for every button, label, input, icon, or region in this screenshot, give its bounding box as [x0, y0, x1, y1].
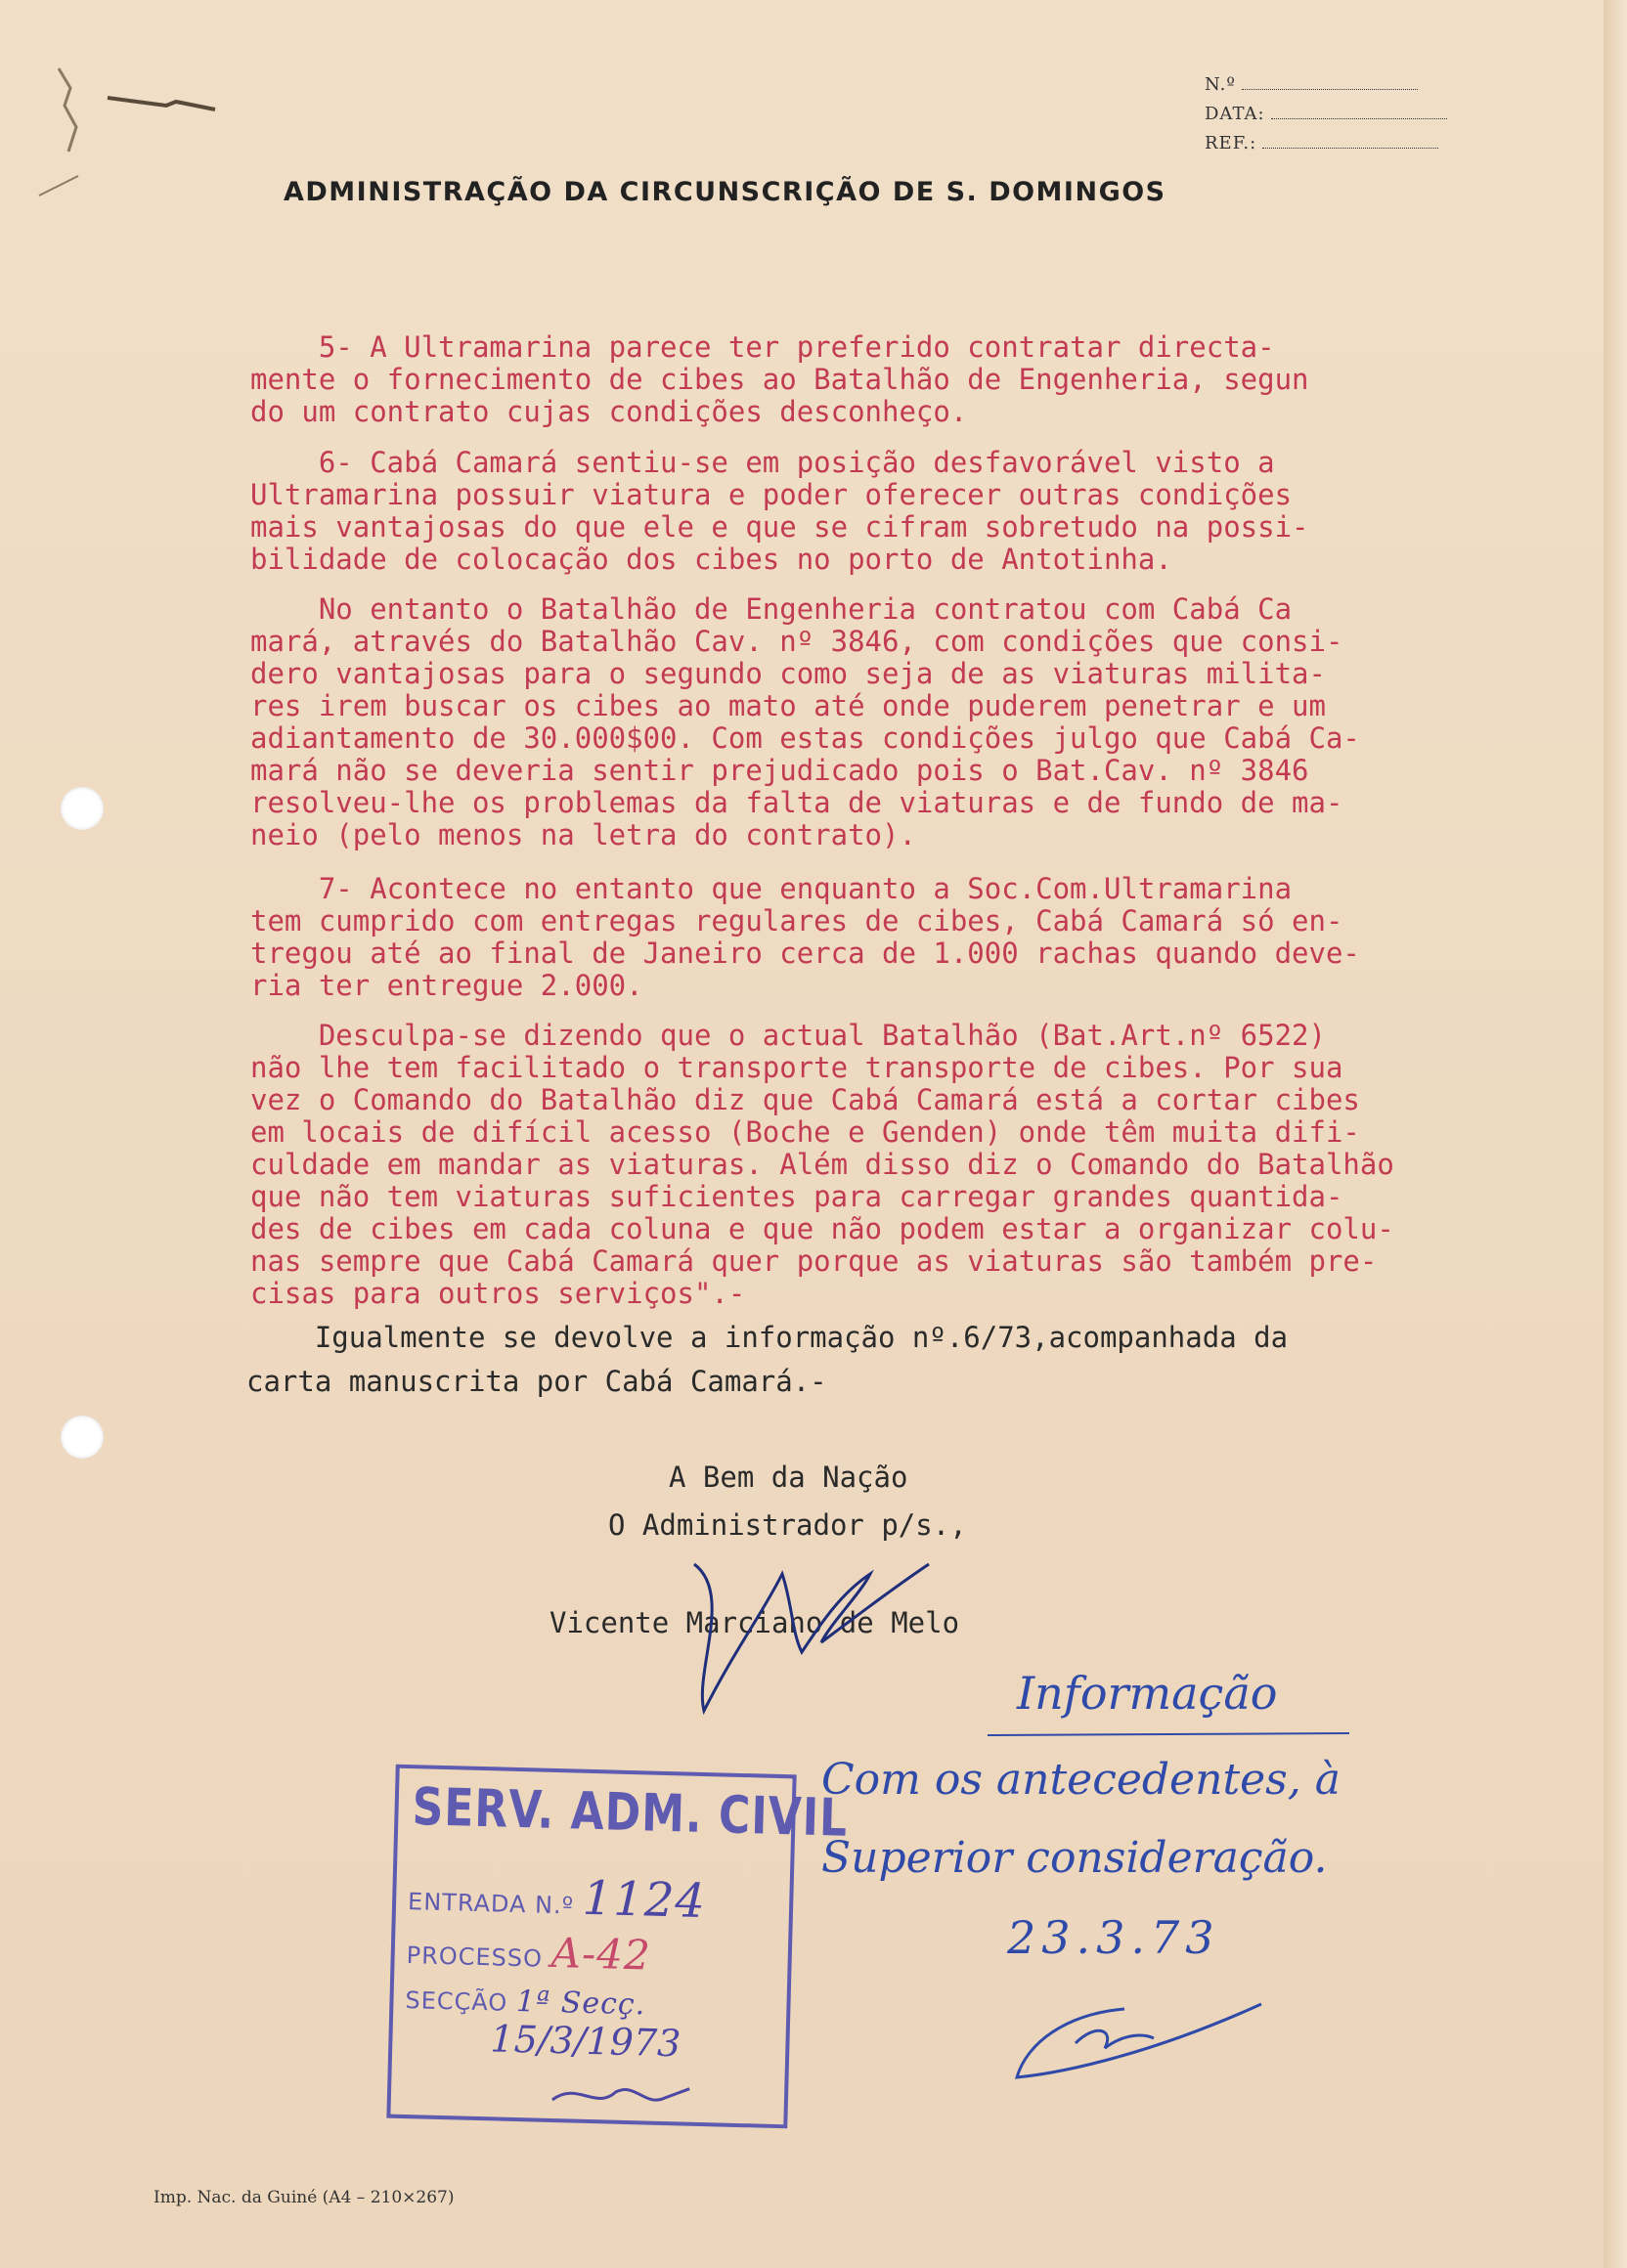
meta-date-field: [1205, 104, 1447, 124]
punch-hole-bottom: [61, 1416, 104, 1459]
note-initials: [1007, 1984, 1281, 2092]
stamp-date: 15/3/1973: [489, 2017, 682, 2066]
stamp-entrada-row: [408, 1866, 707, 1929]
paragraph-5: [250, 299, 1590, 428]
closing-line-1: Igualmente se devolve a informação nº.6/73,acompanhada da: [246, 1321, 1289, 1354]
stamp-entrada-value: 1124: [582, 1870, 707, 1930]
text-line: des de cibes em cada coluna e que não podem estar a organizar colu-: [250, 1212, 1394, 1245]
text-line: bilidade de colocação dos cibes no porto de Antotinha.: [250, 543, 1172, 576]
text-line: 7- Acontece no entanto que enquanto a Soc.Com.Ultramarina: [250, 872, 1293, 905]
paragraph-contract: [250, 561, 1590, 851]
stamp-title: SERV. ADM. CIVIL: [411, 1777, 849, 1849]
signature-role: O Administrador p/s.,: [608, 1508, 967, 1542]
paper-tear-marks: [20, 59, 254, 196]
meta-date-label: DATA:: [1205, 104, 1265, 124]
stamp-entrada-label: ENTRADA N.º: [407, 1888, 575, 1920]
text-line: cisas para outros serviços".-: [250, 1277, 746, 1310]
meta-ref-label: REF.:: [1205, 133, 1257, 153]
text-line: que não tem viaturas suficientes para carregar grandes quantida-: [250, 1180, 1343, 1213]
letterhead-title: ADMINISTRAÇÃO DA CIRCUNSCRIÇÃO DE S. DOMINGOS: [284, 177, 1166, 207]
stamp-seccao-value: 1ª Secç.: [515, 1984, 646, 2023]
meta-date-dots: [1271, 118, 1447, 119]
text-line: dero vantajosas para o segundo como seja de as viaturas milita-: [250, 657, 1326, 690]
paragraph-7: [250, 841, 1590, 1002]
paragraph-excuse: [250, 987, 1590, 1310]
paragraph-6: [250, 414, 1590, 576]
text-line: ria ter entregue 2.000.: [250, 969, 643, 1002]
stamp-processo-row: [406, 1925, 651, 1980]
text-line: do um contrato cujas condições desconheço.: [250, 395, 968, 428]
page-edge: [1604, 0, 1627, 2268]
meta-ref-field: [1205, 133, 1438, 153]
text-line: mais vantajosas do que ele e que se cifram sobretudo na possi-: [250, 510, 1309, 544]
printer-footer: Imp. Nac. da Guiné (A4 – 210×267): [154, 2188, 455, 2207]
stamp-processo-value: A-42: [550, 1928, 652, 1980]
text-line: em locais de difícil acesso (Boche e Genden) onde têm muita difi-: [250, 1115, 1360, 1149]
note-date: 23.3.73: [1007, 1911, 1220, 1964]
note-title-underline: [988, 1730, 1359, 1740]
text-line: mente o fornecimento de cibes ao Batalhão de Engenheria, segun: [250, 363, 1309, 396]
meta-number-field: [1205, 74, 1418, 95]
stamp-initials: [547, 2075, 694, 2118]
text-line: Ultramarina possuir viatura e poder oferecer outras condições: [250, 478, 1293, 511]
text-line: tregou até ao final de Janeiro cerca de 1.000 rachas quando deve-: [250, 937, 1360, 970]
meta-ref-dots: [1262, 148, 1438, 149]
entry-stamp: [386, 1765, 849, 2129]
stamp-processo-label: PROCESSO: [406, 1941, 544, 1973]
text-line: tem cumprido com entregas regulares de cibes, Cabá Camará só en-: [250, 904, 1343, 938]
punch-hole-top: [61, 787, 104, 830]
meta-number-label: N.º: [1205, 74, 1236, 95]
text-line: 6- Cabá Camará sentiu-se em posição desfavorável visto a: [250, 446, 1275, 479]
text-line: neio (pelo menos na letra do contrato).: [250, 818, 916, 851]
text-line: não lhe tem facilitado o transporte transporte de cibes. Por sua: [250, 1051, 1343, 1084]
text-line: mará não se deveria sentir prejudicado pois o Bat.Cav. nº 3846: [250, 754, 1309, 787]
signature-greeting: A Bem da Nação: [669, 1461, 908, 1494]
text-line: vez o Comando do Batalhão diz que Cabá Camará está a cortar cibes: [250, 1083, 1360, 1116]
handwritten-signature: [675, 1554, 968, 1730]
text-line: adiantamento de 30.000$00. Com estas condições julgo que Cabá Ca-: [250, 721, 1360, 755]
meta-number-dots: [1242, 89, 1418, 90]
stamp-seccao-row: [405, 1982, 646, 2022]
text-line: culdade em mandar as viaturas. Além disso diz o Comando do Batalhão: [250, 1148, 1394, 1181]
closing-line-2: carta manuscrita por Cabá Camará.-: [246, 1365, 827, 1398]
text-line: resolveu-lhe os problemas da falta de viaturas e de fundo de ma-: [250, 786, 1343, 819]
text-line: No entanto o Batalhão de Engenheria contratou com Cabá Ca: [250, 592, 1293, 626]
text-line: 5- A Ultramarina parece ter preferido contratar directa-: [250, 330, 1275, 364]
text-line: Desculpa-se dizendo que o actual Batalhão (Bat.Art.nº 6522): [250, 1019, 1326, 1052]
signature-name: Vicente Marciano de Melo: [550, 1606, 960, 1639]
text-line: mará, através do Batalhão Cav. nº 3846, com condições que consi-: [250, 625, 1343, 658]
note-line-1: Com os antecedentes, à: [821, 1755, 1341, 1805]
stamp-seccao-label: SECÇÃO: [405, 1986, 508, 2017]
note-line-2: Superior consideração.: [821, 1833, 1328, 1883]
text-line: nas sempre que Cabá Camará quer porque as viaturas são também pre-: [250, 1244, 1378, 1278]
text-line: res irem buscar os cibes ao mato até onde puderem penetrar e um: [250, 689, 1326, 722]
note-title: Informação: [1017, 1667, 1278, 1720]
